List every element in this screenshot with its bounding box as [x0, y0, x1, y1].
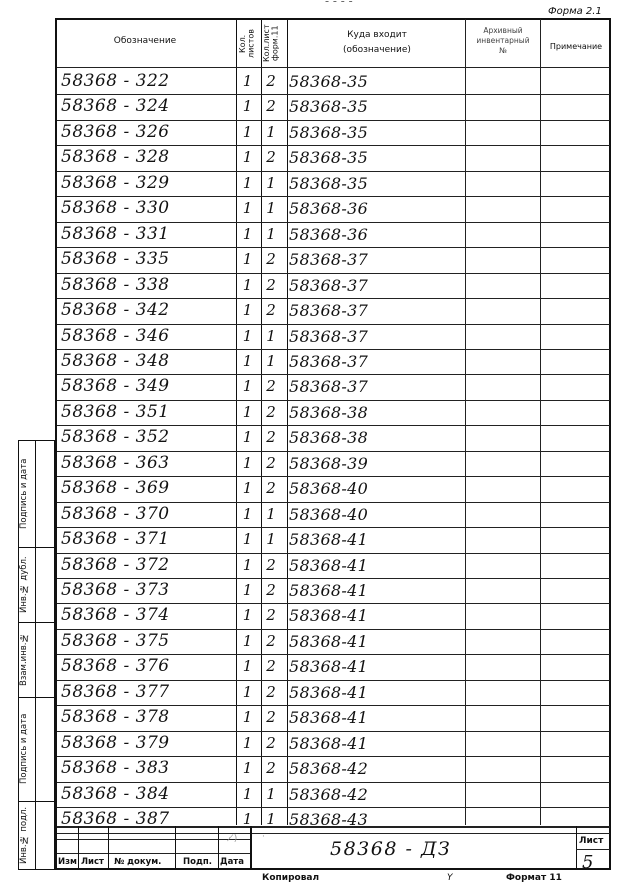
footer-format: Формат 11 — [506, 873, 562, 883]
header-designation: Обозначение — [113, 36, 177, 46]
destination-cell: 58368-37 — [289, 301, 369, 321]
title-block-divider — [175, 826, 176, 870]
designation-cell: 58368 - 335 — [61, 249, 170, 270]
table-row — [57, 629, 609, 654]
sheets-count-cell: 1 — [242, 530, 253, 549]
format-sheets-cell: 2 — [266, 402, 276, 421]
table-row — [57, 94, 609, 119]
binding-strip — [18, 440, 55, 870]
header-qty-sheets-line1: Кол. — [238, 34, 247, 53]
designation-cell: 58368 - 370 — [61, 503, 170, 524]
format-sheets-cell: 2 — [266, 708, 276, 727]
sheets-count-cell: 1 — [242, 275, 253, 294]
designation-cell: 58368 - 369 — [61, 478, 170, 499]
sheets-count-cell: 1 — [242, 759, 253, 778]
designation-cell: 58368 - 377 — [61, 681, 170, 702]
destination-cell: 58368-43 — [289, 810, 369, 830]
designation-cell: 58368 - 346 — [61, 325, 170, 346]
sheets-count-cell: 1 — [242, 326, 253, 345]
table-row — [57, 705, 609, 730]
sheets-count-cell: 1 — [242, 377, 253, 396]
sheets-count-cell: 1 — [242, 148, 253, 167]
sheets-count-cell: 1 — [242, 581, 253, 599]
destination-cell: 58368-37 — [289, 250, 369, 270]
table-row — [57, 553, 609, 578]
header-note: Примечание — [549, 42, 603, 51]
designation-cell: 58368 - 378 — [61, 707, 170, 728]
header-destination-line2: (обозначение) — [343, 45, 411, 56]
strip-label-dup-inv: Инв.№ дубл. — [19, 556, 29, 613]
table-row — [57, 145, 609, 170]
format-sheets-cell: 1 — [266, 810, 276, 829]
destination-cell: 58368-35 — [289, 173, 369, 193]
sheets-count-cell: 1 — [242, 402, 253, 421]
sheet-number: 5 — [582, 852, 594, 873]
table-row — [57, 476, 609, 501]
destination-cell: 58368-41 — [289, 631, 369, 651]
format-sheets-cell: 2 — [266, 479, 276, 498]
format-sheets-cell: 2 — [266, 275, 276, 294]
sheets-count-cell: 1 — [242, 301, 253, 320]
destination-cell: 58368-37 — [289, 275, 369, 295]
table-row — [57, 374, 609, 399]
table-row — [57, 680, 609, 705]
footer-mark: Y — [447, 873, 453, 883]
format-sheets-cell: 2 — [266, 453, 276, 472]
title-block-divider — [576, 826, 577, 870]
format-sheets-cell: 1 — [266, 326, 276, 345]
destination-cell: 58368-37 — [289, 351, 369, 371]
table-row — [57, 120, 609, 145]
sheets-count-cell: 1 — [242, 810, 253, 829]
stamp-mark: · ̸) — [228, 834, 238, 844]
designation-cell: 58368 - 384 — [61, 783, 170, 804]
table-row — [57, 756, 609, 781]
top-scrawl: - - - - — [325, 0, 353, 8]
format-sheets-cell: 2 — [266, 555, 276, 574]
designation-cell: 58368 - 375 — [61, 630, 170, 651]
format-sheets-cell: 2 — [266, 733, 276, 752]
sheets-count-cell: 1 — [242, 173, 253, 192]
strip-label-signature-date: Подпись и дата — [19, 458, 29, 530]
destination-cell: 58368-36 — [289, 224, 369, 244]
designation-cell: 58368 - 383 — [61, 758, 170, 779]
format-sheets-cell: 1 — [266, 530, 276, 549]
header-bottom-line — [57, 67, 610, 68]
table-row — [57, 527, 609, 552]
designation-cell: 58368 - 372 — [61, 554, 170, 575]
designation-cell: 58368 - 326 — [61, 121, 170, 142]
strip-label-signature-date-2: Подпись и дата — [19, 713, 29, 785]
sheets-count-cell: 1 — [242, 351, 253, 370]
header-archive-line2: инвентарный — [476, 36, 530, 46]
table-row — [57, 349, 609, 374]
designation-cell: 58368 - 363 — [61, 452, 170, 473]
designation-cell: 58368 - 379 — [61, 732, 170, 753]
designation-cell: 58368 - 371 — [61, 529, 170, 550]
designation-cell: 58368 - 348 — [61, 350, 170, 371]
strip-label-orig-inv: Инв.№ подл. — [19, 806, 29, 864]
table-row — [57, 578, 609, 603]
destination-cell: 58368-37 — [289, 326, 369, 346]
designation-cell: 58368 - 331 — [61, 223, 170, 244]
format-sheets-cell: 2 — [266, 301, 276, 320]
table-row — [57, 451, 609, 476]
table-row — [57, 807, 609, 832]
format-sheets-cell: 2 — [266, 657, 276, 676]
sheets-count-cell: 1 — [242, 606, 253, 625]
destination-cell: 58368-40 — [289, 504, 369, 524]
title-block-divider — [250, 826, 252, 870]
tb-col-date: Дата — [220, 857, 244, 867]
table-row — [57, 425, 609, 450]
title-block-line — [576, 849, 610, 850]
tb-col-doc-no: № докум. — [114, 857, 162, 867]
destination-cell: 58368-42 — [289, 784, 369, 804]
format-sheets-cell: 1 — [266, 351, 276, 370]
destination-cell: 58368-35 — [289, 97, 369, 117]
sheets-count-cell: 1 — [242, 708, 253, 727]
sheets-count-cell: 1 — [242, 250, 253, 269]
header-qty-sheets — [238, 21, 256, 66]
format-sheets-cell: 1 — [266, 504, 276, 523]
destination-cell: 58368-40 — [289, 479, 369, 499]
designation-cell: 58368 - 387 — [61, 809, 170, 830]
designation-cell: 58368 - 328 — [61, 147, 170, 168]
designation-cell: 58368 - 373 — [61, 580, 170, 600]
designation-cell: 58368 - 338 — [61, 274, 170, 295]
sheets-count-cell: 1 — [242, 504, 253, 523]
title-block-line — [57, 853, 250, 854]
destination-cell: 58368-37 — [289, 377, 369, 397]
sheets-count-cell: 1 — [242, 428, 253, 447]
sheets-count-cell: 1 — [242, 479, 253, 498]
sheets-count-cell: 1 — [242, 784, 253, 803]
format-sheets-cell: 1 — [266, 122, 276, 141]
tb-col-sheet: Лист — [81, 857, 104, 867]
header-archive-line1: Архивный — [483, 26, 523, 35]
sheets-count-cell: 1 — [242, 97, 253, 116]
sheets-count-cell: 1 — [242, 733, 253, 752]
format-sheets-cell: 2 — [266, 606, 276, 625]
format-sheets-cell: 1 — [266, 199, 276, 218]
format-sheets-cell: 1 — [266, 173, 276, 192]
sheets-count-cell: 1 — [242, 199, 253, 218]
title-block-top-line — [57, 826, 610, 828]
form-label: Форма 2.1 — [548, 6, 602, 17]
destination-cell: 58368-38 — [289, 428, 369, 448]
designation-cell: 58368 - 322 — [61, 71, 170, 91]
format-sheets-cell: 2 — [266, 759, 276, 778]
tb-col-change: Изм — [58, 857, 78, 867]
header-qty-format — [263, 20, 289, 66]
designation-cell: 58368 - 374 — [61, 605, 170, 626]
table-row — [57, 298, 609, 323]
header-qty-sheets-line2: листов — [246, 29, 256, 58]
destination-cell: 58368-41 — [289, 708, 369, 728]
format-sheets-cell: 2 — [266, 72, 276, 90]
designation-cell: 58368 - 329 — [61, 172, 170, 193]
format-sheets-cell: 2 — [266, 148, 276, 167]
destination-cell: 58368-42 — [289, 759, 369, 779]
table-row — [57, 171, 609, 196]
format-sheets-cell: 2 — [266, 428, 276, 447]
header-qty-format-line1: Кол.лист — [262, 24, 271, 62]
designation-cell: 58368 - 330 — [61, 198, 170, 219]
format-sheets-cell: 2 — [266, 682, 276, 701]
table-row — [57, 196, 609, 221]
title-block-divider — [218, 826, 219, 870]
header-destination-line1: Куда входит — [347, 30, 407, 40]
sheets-count-cell: 1 — [242, 224, 253, 243]
format-sheets-cell: 1 — [266, 784, 276, 803]
designation-cell: 58368 - 349 — [61, 376, 170, 397]
destination-cell: 58368-41 — [289, 682, 369, 702]
sheet-label: Лист — [579, 836, 604, 846]
destination-cell: 58368-41 — [289, 657, 369, 677]
header-destination — [292, 28, 462, 59]
header-archive-line3: № — [499, 46, 507, 56]
stamp-mark: · — [262, 832, 265, 842]
destination-cell: 58368-35 — [289, 148, 369, 168]
footer-copied: Копировал — [262, 873, 320, 883]
destination-cell: 58368-39 — [289, 453, 369, 473]
destination-cell: 58368-41 — [289, 555, 369, 575]
designation-cell: 58368 - 324 — [61, 96, 170, 117]
sheets-count-cell: 1 — [242, 555, 253, 574]
table-row — [57, 69, 609, 94]
designation-cell: 58368 - 376 — [61, 656, 170, 677]
header-qty-format-line2: форм.11 — [270, 25, 280, 61]
designation-cell: 58368 - 352 — [61, 427, 170, 448]
sheets-count-cell: 1 — [242, 453, 253, 472]
destination-cell: 58368-41 — [289, 530, 369, 550]
strip-divider — [35, 441, 36, 869]
format-sheets-cell: 1 — [266, 224, 276, 243]
destination-cell: 58368-35 — [289, 122, 369, 142]
sheets-count-cell: 1 — [242, 657, 253, 676]
destination-cell: 58368-41 — [289, 581, 369, 600]
table-row — [57, 324, 609, 349]
table-row — [57, 731, 609, 756]
title-block-divider — [108, 826, 109, 870]
destination-cell: 58368-41 — [289, 606, 369, 626]
designation-cell: 58368 - 342 — [61, 300, 170, 321]
table-row — [57, 502, 609, 527]
format-sheets-cell: 2 — [266, 97, 276, 116]
destination-cell: 58368-36 — [289, 199, 369, 219]
table-row — [57, 603, 609, 628]
sheets-count-cell: 1 — [242, 122, 253, 141]
sheets-count-cell: 1 — [242, 631, 253, 650]
table-row — [57, 247, 609, 272]
row-divider — [57, 833, 610, 834]
table-row — [57, 782, 609, 807]
table-row — [57, 222, 609, 247]
header-archive — [466, 26, 540, 56]
sheets-count-cell: 1 — [242, 682, 253, 701]
table-row — [57, 654, 609, 679]
title-block-divider — [78, 826, 79, 870]
title-block-line — [57, 839, 250, 840]
format-sheets-cell: 2 — [266, 631, 276, 650]
format-sheets-cell: 2 — [266, 581, 276, 599]
format-sheets-cell: 2 — [266, 377, 276, 396]
tb-col-signature: Подп. — [183, 857, 212, 867]
designation-cell: 58368 - 351 — [61, 401, 170, 422]
strip-label-replaced-inv: Взам.инв.№ — [19, 632, 29, 687]
table-row — [57, 400, 609, 425]
format-sheets-cell: 2 — [266, 250, 276, 269]
table-row — [57, 273, 609, 298]
document-number: 58368 - ДЗ — [330, 838, 452, 860]
sheets-count-cell: 1 — [242, 72, 253, 90]
destination-cell: 58368-38 — [289, 402, 369, 422]
destination-cell: 58368-41 — [289, 733, 369, 753]
destination-cell: 58368-35 — [289, 72, 369, 91]
